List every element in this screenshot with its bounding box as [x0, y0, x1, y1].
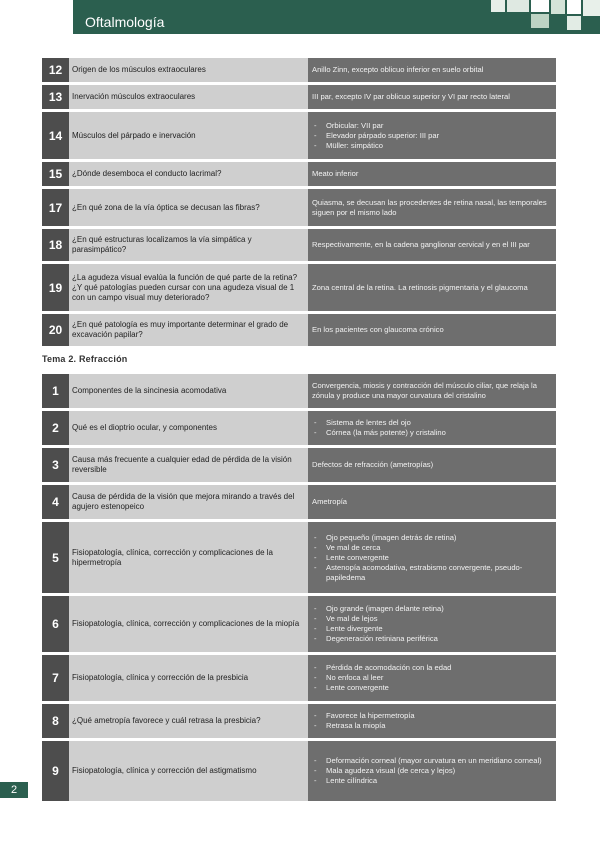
answer-item: - Sistema de lentes del ojo: [312, 418, 552, 428]
question-cell: Causa más frecuente a cualquier edad de pérdida de la visión reversible: [69, 448, 308, 482]
answer-item: - Córnea (la más potente) y cristalino: [312, 428, 552, 438]
row-number: 8: [42, 704, 69, 738]
answer-cell: Convergencia, miosis y contracción del músculo ciliar, que relaja la zónula y produce una mayor curvatura del cristalino: [308, 374, 556, 408]
table-row: [42, 189, 556, 226]
answer-cell: En los pacientes con glaucoma crónico: [308, 314, 556, 346]
answer-cell: [308, 522, 556, 593]
answer-cell: [308, 655, 556, 701]
table-row: [42, 58, 556, 82]
answer-item: - Elevador párpado superior: III par: [312, 131, 552, 141]
row-number: 2: [42, 411, 69, 445]
row-number: 9: [42, 741, 69, 801]
question-cell: Inervación músculos extraoculares: [69, 85, 308, 109]
answer-item: - Mala agudeza visual (de cerca y lejos): [312, 766, 552, 776]
answer-item: - Astenopía acomodativa, estrabismo convergente, pseudo-papiledema: [312, 563, 552, 583]
question-cell: ¿La agudeza visual evalúa la función de qué parte de la retina? ¿Y qué patologías pueden cursar con una agudeza visual de 1 con un campo visual muy deteriorado?: [69, 264, 308, 311]
question-cell: ¿En qué estructuras localizamos la vía simpática y parasimpático?: [69, 229, 308, 261]
row-number: 3: [42, 448, 69, 482]
answer-cell: [308, 112, 556, 159]
table-row: [42, 655, 556, 701]
question-cell: Fisiopatología, clínica, corrección y complicaciones de la miopía: [69, 596, 308, 652]
table-row: [42, 448, 556, 482]
row-number: 20: [42, 314, 69, 346]
table-row: [42, 704, 556, 738]
answer-item: - Pérdida de acomodación con la edad: [312, 663, 552, 673]
answer-item: - Müller: simpático: [312, 141, 552, 151]
question-cell: Causa de pérdida de la visión que mejora mirando a través del agujero estenopeico: [69, 485, 308, 519]
table-row: [42, 229, 556, 261]
header-decoration: [491, 0, 505, 12]
answer-item: - Ojo pequeño (imagen detrás de retina): [312, 533, 552, 543]
table-row: [42, 741, 556, 801]
question-cell: Qué es el dioptrio ocular, y componentes: [69, 411, 308, 445]
row-number: 18: [42, 229, 69, 261]
answer-cell: [308, 741, 556, 801]
table-row: [42, 264, 556, 311]
page-number: 2: [0, 782, 28, 798]
section-title: Tema 2. Refracción: [42, 354, 128, 364]
answer-cell: Anillo Zinn, excepto oblicuo inferior en suelo orbital: [308, 58, 556, 82]
answer-item: - Orbicular: VII par: [312, 121, 552, 131]
answer-item: - Lente convergente: [312, 683, 552, 693]
row-number: 4: [42, 485, 69, 519]
question-cell: ¿Dónde desemboca el conducto lacrimal?: [69, 162, 308, 186]
row-number: 14: [42, 112, 69, 159]
table-row: [42, 162, 556, 186]
answer-cell: [308, 704, 556, 738]
table-row: [42, 85, 556, 109]
answer-cell: Meato inferior: [308, 162, 556, 186]
answer-cell: Zona central de la retina. La retinosis pigmentaria y el glaucoma: [308, 264, 556, 311]
answer-cell: III par, excepto IV par oblicuo superior y VI par recto lateral: [308, 85, 556, 109]
question-cell: ¿En qué zona de la vía óptica se decusan las fibras?: [69, 189, 308, 226]
answer-cell: [308, 411, 556, 445]
answer-cell: [308, 596, 556, 652]
question-cell: Fisiopatología, clínica y corrección de la presbicia: [69, 655, 308, 701]
question-cell: ¿En qué patología es muy importante determinar el grado de excavación papilar?: [69, 314, 308, 346]
answer-item: - Lente convergente: [312, 553, 552, 563]
answer-item: - Lente cilíndrica: [312, 776, 552, 786]
question-cell: Origen de los músculos extraoculares: [69, 58, 308, 82]
row-number: 15: [42, 162, 69, 186]
answer-item: - Deformación corneal (mayor curvatura en un meridiano corneal): [312, 756, 552, 766]
table-row: [42, 374, 556, 408]
answer-cell: Quiasma, se decusan las procedentes de retina nasal, las temporales siguen por el mismo lado: [308, 189, 556, 226]
question-cell: Fisiopatología, clínica, corrección y complicaciones de la hipermetropía: [69, 522, 308, 593]
table-row: [42, 314, 556, 346]
table-row: [42, 112, 556, 159]
answer-cell: Respectivamente, en la cadena ganglionar cervical y en el III par: [308, 229, 556, 261]
answer-item: - No enfoca al leer: [312, 673, 552, 683]
table-row: [42, 485, 556, 519]
question-cell: Músculos del párpado e inervación: [69, 112, 308, 159]
row-number: 1: [42, 374, 69, 408]
table-row: [42, 411, 556, 445]
header-title: Oftalmología: [85, 14, 165, 30]
answer-item: - Ve mal de lejos: [312, 614, 552, 624]
row-number: 12: [42, 58, 69, 82]
answer-item: - Favorece la hipermetropía: [312, 711, 552, 721]
row-number: 19: [42, 264, 69, 311]
answer-cell: Defectos de refracción (ametropías): [308, 448, 556, 482]
answer-cell: Ametropía: [308, 485, 556, 519]
table-row: [42, 596, 556, 652]
question-cell: Componentes de la sincinesia acomodativa: [69, 374, 308, 408]
answer-item: - Degeneración retiniana periférica: [312, 634, 552, 644]
answer-item: - Ve mal de cerca: [312, 543, 552, 553]
question-cell: ¿Qué ametropía favorece y cuál retrasa la presbicia?: [69, 704, 308, 738]
table-row: [42, 522, 556, 593]
question-cell: Fisiopatología, clínica y corrección del astigmatismo: [69, 741, 308, 801]
answer-item: - Retrasa la miopía: [312, 721, 552, 731]
row-number: 13: [42, 85, 69, 109]
answer-item: - Lente divergente: [312, 624, 552, 634]
row-number: 5: [42, 522, 69, 593]
answer-item: - Ojo grande (imagen delante retina): [312, 604, 552, 614]
row-number: 6: [42, 596, 69, 652]
row-number: 7: [42, 655, 69, 701]
page-header: [73, 0, 600, 34]
row-number: 17: [42, 189, 69, 226]
